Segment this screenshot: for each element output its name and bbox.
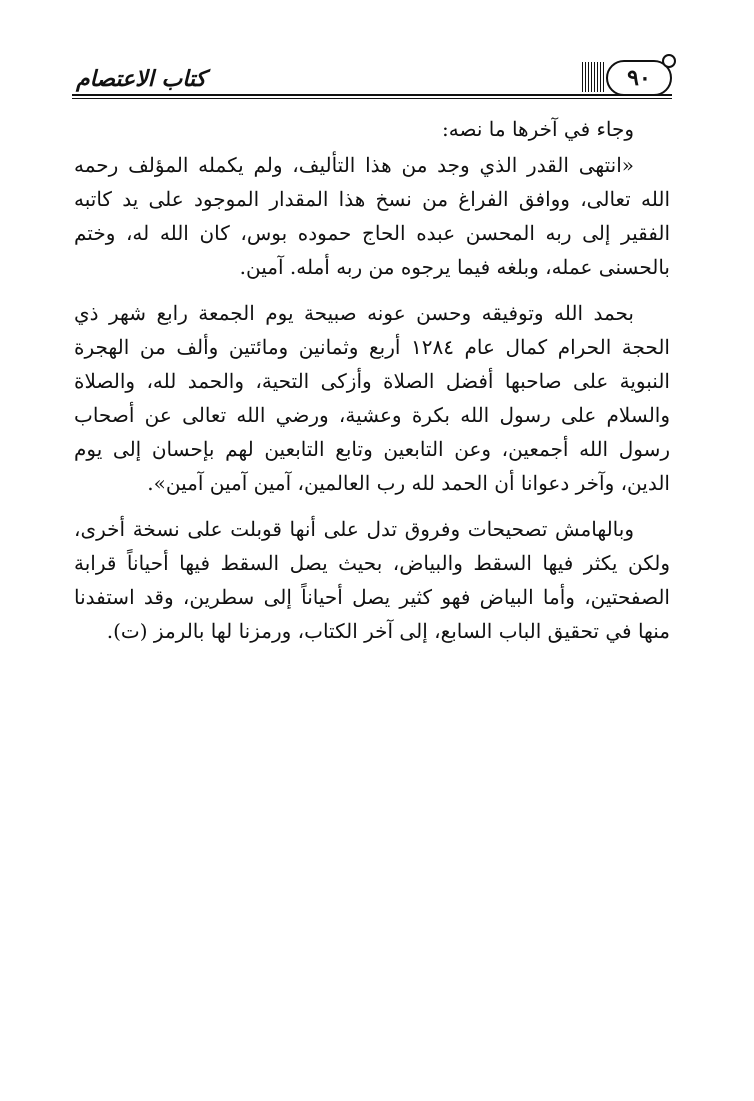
header-rule xyxy=(72,94,672,96)
paragraph: وبالهامش تصحيحات وفروق تدل على أنها قوبلت على نسخة أخرى، ولكن يكثر فيها السقط والبياض، بحيث يصل السقط فيها أحياناً قرابة الصفحتين، وأما البياض فهو كثير يصل أحياناً إلى سطرين، وقد استفدنا منها في تحقيق الباب السابع، إلى آخر الكتاب، ورمزنا لها بالرمز (ت). xyxy=(74,517,670,643)
paragraph: بحمد الله وتوفيقه وحسن عونه صبيحة يوم الجمعة رابع شهر ذي الحجة الحرام كمال عام ١٢٨٤ أربع وثمانين ومائتين وألف من الهجرة النبوية على صاحبها أفضل الصلاة وأزكى التحية، والحمد لله، والصلاة والسلام على رسول الله بكرة وعشية، ورضي الله تعالى عن أصحاب رسول الله أجمعين، وعن التابعين وتابع التابعين لهم بإحسان إلى يوم الدين، وآخر دعوانا أن الحمد لله رب العالمين، آمين آمين آمين». xyxy=(74,301,670,495)
paragraph: وجاء في آخرها ما نصه: xyxy=(442,117,634,141)
page-number: ٩٠ xyxy=(606,60,672,96)
header-rule-thin xyxy=(72,98,672,99)
running-title: كتاب الاعتصام xyxy=(76,66,207,92)
page-body xyxy=(74,112,670,660)
paragraph: «انتهى القدر الذي وجد من هذا التأليف، ولم يكمله المؤلف رحمه الله تعالى، ووافق الفراغ من نسخ هذا المقدار الموجود على يد كاتبه الفقير إلى ربه المحسن عبده الحاج حموده بوس، كان الله له، وختم بالحسنى عمله، وبلغه فيما يرجوه من ربه أمله. آمين. xyxy=(74,153,670,279)
decorative-bars xyxy=(582,62,604,92)
page-header xyxy=(72,58,672,102)
